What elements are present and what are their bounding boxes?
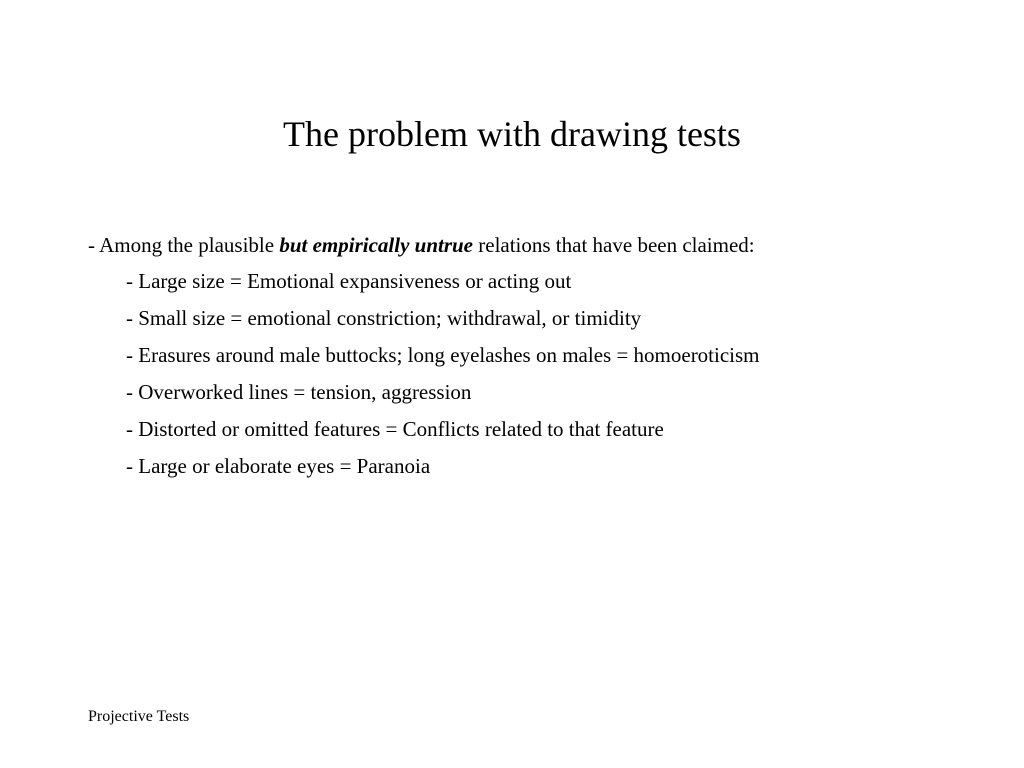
intro-prefix: - Among the plausible <box>88 233 280 257</box>
claim-item-small-size: - Small size = emotional constriction; withdrawal, or timidity <box>126 306 642 330</box>
slide-footer: Projective Tests <box>88 708 190 725</box>
slide-title: The problem with drawing tests <box>283 114 741 154</box>
claim-item-overworked-lines: - Overworked lines = tension, aggression <box>126 380 472 404</box>
claim-item-distorted-features: - Distorted or omitted features = Conflicts related to that feature <box>126 417 664 441</box>
intro-suffix: relations that have been claimed: <box>473 233 755 257</box>
claims-list <box>126 266 760 488</box>
intro-emphasis: but empirically untrue <box>279 233 473 257</box>
intro-line <box>88 230 755 260</box>
claim-item-large-eyes: - Large or elaborate eyes = Paranoia <box>126 454 431 478</box>
claim-item-large-size: - Large size = Emotional expansiveness or acting out <box>126 269 572 293</box>
claim-item-erasures: - Erasures around male buttocks; long eyelashes on males = homoeroticism <box>126 343 760 367</box>
